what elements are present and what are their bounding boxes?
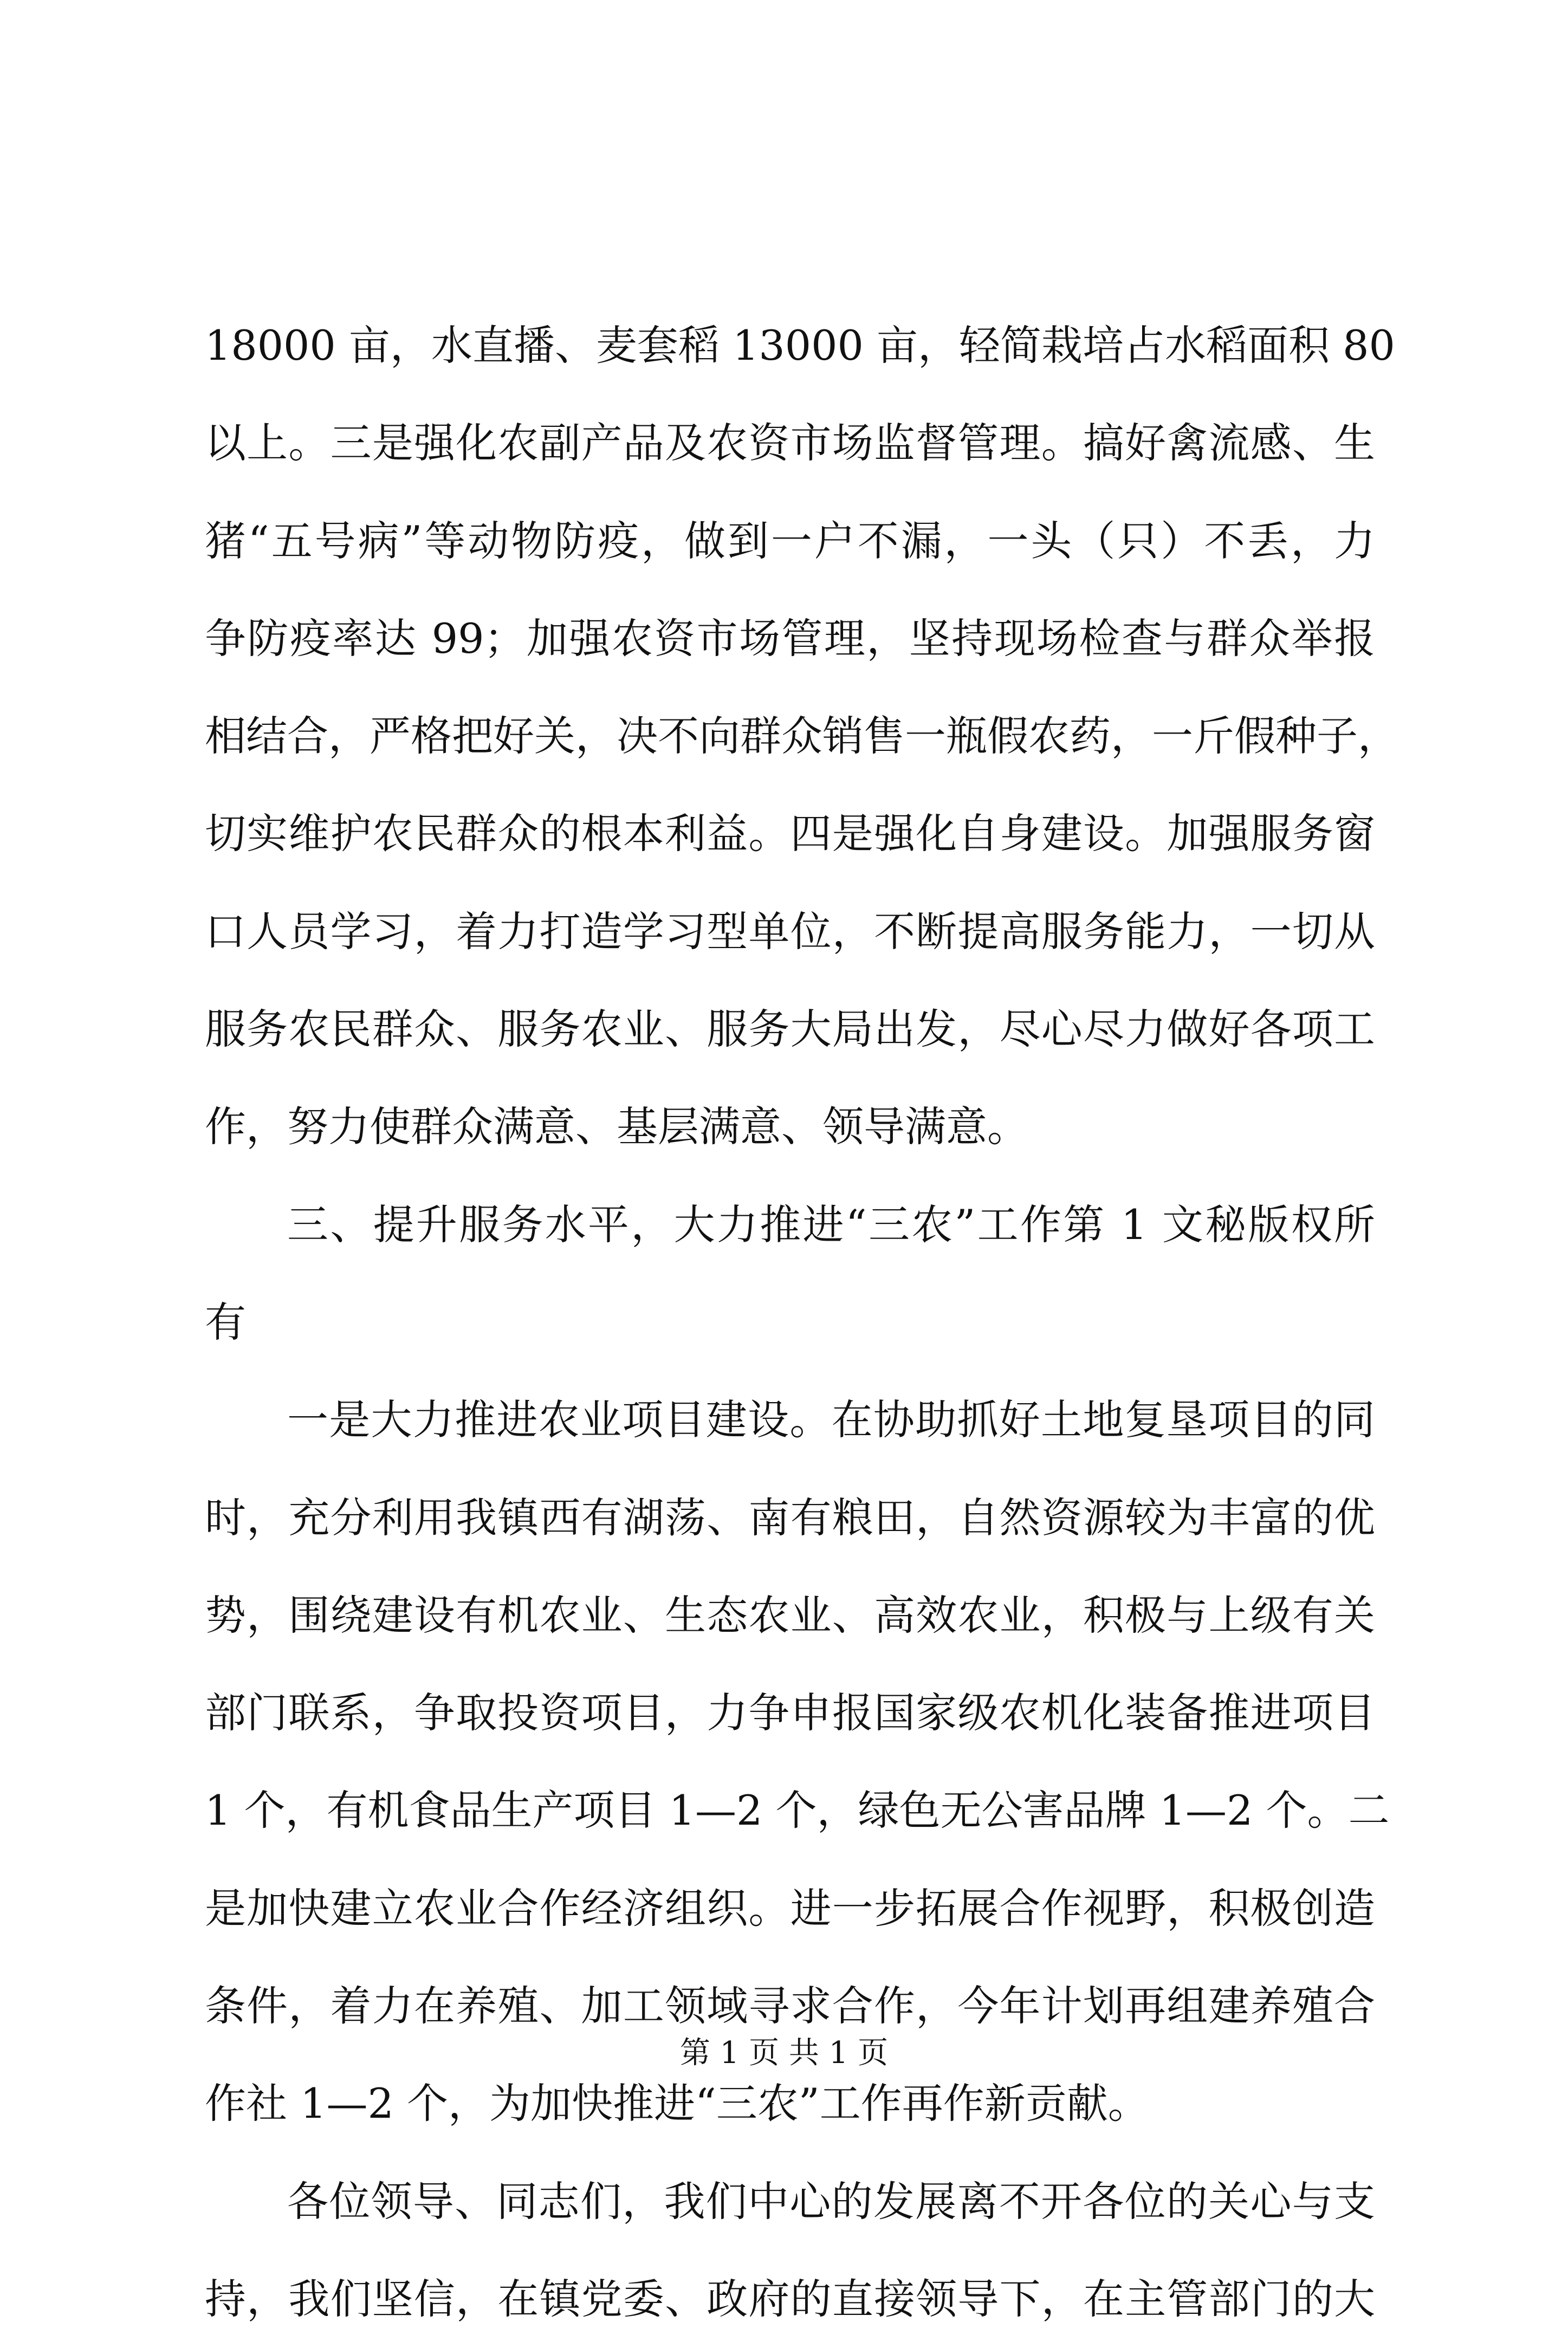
- text-line: 部门联系，争取投资项目，力争申报国家级农机化装备推进项目: [205, 1689, 1375, 1737]
- text-line: 服务农民群众、服务农业、服务大局出发，尽心尽力做好各项工: [205, 1005, 1375, 1054]
- text-line: 各位领导、同志们，我们中心的发展离不开各位的关心与支: [287, 2177, 1375, 2226]
- text-line: 1 个，有机食品生产项目 1—2 个，绿色无公害品牌 1—2 个。二: [205, 1786, 1390, 1835]
- text-line: 时，充分利用我镇西有湖荡、南有粮田，自然资源较为丰富的优: [205, 1493, 1375, 1542]
- text-line: 作社 1—2 个，为加快推进“三农”工作再作新贡献。: [205, 2079, 1149, 2128]
- text-line: 口人员学习，着力打造学习型单位，不断提高服务能力，一切从: [205, 907, 1375, 956]
- text-line: 持，我们坚信，在镇党委、政府的直接领导下，在主管部门的大: [205, 2274, 1375, 2323]
- text-line: 相结合，严格把好关，决不向群众销售一瓶假农药，一斤假种子，: [205, 712, 1399, 761]
- text-line: 争防疫率达 99；加强农资市场管理，坚持现场检查与群众举报: [205, 614, 1375, 663]
- text-line: 是加快建立农业合作经济组织。进一步拓展合作视野，积极创造: [205, 1884, 1375, 1932]
- text-line: 以上。三是强化农副产品及农资市场监督管理。搞好禽流感、生: [205, 419, 1375, 468]
- text-line: 猪“五号病”等动物防疫，做到一户不漏，一头（只）不丢，力: [205, 516, 1375, 565]
- text-line: 势，围绕建设有机农业、生态农业、高效农业，积极与上级有关: [205, 1591, 1375, 1639]
- text-line: 条件，着力在养殖、加工领域寻求合作，今年计划再组建养殖合: [205, 1982, 1375, 2031]
- section-heading-continued: 有: [205, 1298, 246, 1346]
- section-heading: 三、提升服务水平，大力推进“三农”工作第 1 文秘版权所: [287, 1200, 1375, 1249]
- text-line: 一是大力推进农业项目建设。在协助抓好土地复垦项目的同: [287, 1396, 1375, 1444]
- text-line: 18000 亩，水直播、麦套稻 13000 亩，轻简栽培占水稻面积 80: [205, 321, 1395, 369]
- text-line: 切实维护农民群众的根本利益。四是强化自身建设。加强服务窗: [205, 809, 1375, 858]
- text-line: 作，努力使群众满意、基层满意、领导满意。: [205, 1102, 1028, 1151]
- page-footer: 第 1 页 共 1 页: [679, 2035, 889, 2071]
